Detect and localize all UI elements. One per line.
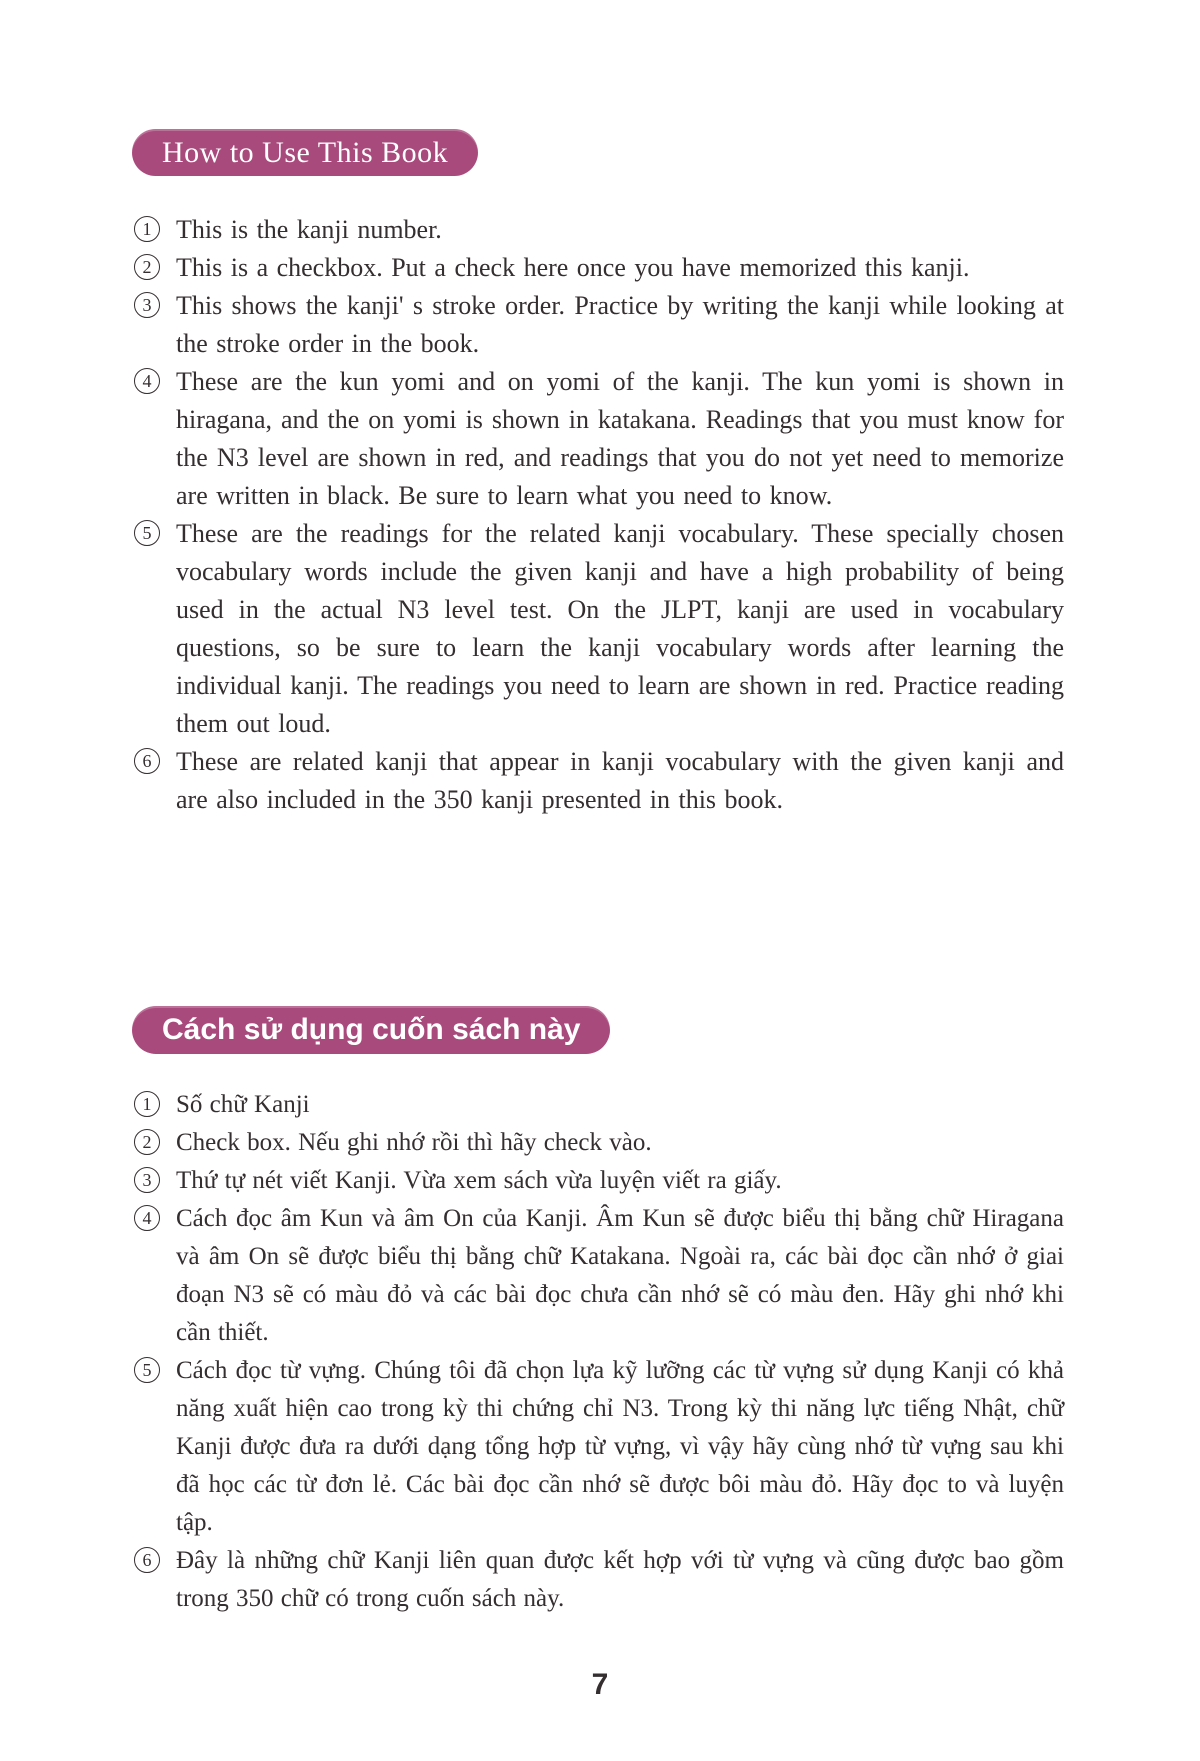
list-item <box>134 515 1064 743</box>
instruction-list-english <box>134 211 1064 819</box>
item-number-badge: 1 <box>134 1091 160 1117</box>
list-item <box>134 211 1064 249</box>
list-item <box>134 249 1064 287</box>
list-item <box>134 1124 1064 1162</box>
item-number-badge: 5 <box>134 520 160 546</box>
item-text: Cách đọc từ vựng. Chúng tôi đã chọn lựa kỹ lưỡng các từ vựng sử dụng Kanji có khả năng xuất hiện cao trong kỳ thi chứng chỉ N3. Trong kỳ thi năng lực tiếng Nhật, chữ Kanji được đưa ra dưới dạng tổng hợp từ vựng, vì vậy hãy cùng nhớ từ vựng sau khi đã học các từ đơn lẻ. Các bài đọc cần nhớ sẽ được bôi màu đỏ. Hãy đọc to và luyện tập. <box>176 1357 1064 1536</box>
list-item <box>134 743 1064 819</box>
item-number-badge: 5 <box>134 1357 160 1383</box>
list-item <box>134 1542 1064 1618</box>
item-text: These are the readings for the related kanji vocabulary. These specially chosen vocabulary words include the given kanji and have a high probability of being used in the actual N3 level test. On the JLPT, kanji are used in vocabulary questions, so be sure to learn the kanji vocabulary words after learning the individual kanji. The readings you need to learn are shown in red. Practice reading them out loud. <box>176 519 1064 738</box>
item-text: This is the kanji number. <box>176 215 442 244</box>
item-text: Thứ tự nét viết Kanji. Vừa xem sách vừa luyện viết ra giấy. <box>176 1167 782 1194</box>
item-number-badge: 4 <box>134 1205 160 1231</box>
item-number-badge: 2 <box>134 254 160 280</box>
item-text: Cách đọc âm Kun và âm On của Kanji. Âm Kun sẽ được biểu thị bằng chữ Hiragana và âm On sẽ được biểu thị bằng chữ Katakana. Ngoài ra, các bài đọc cần nhớ ở giai đoạn N3 sẽ có màu đỏ và các bài đọc chưa cần nhớ sẽ có màu đen. Hãy ghi nhớ khi cần thiết. <box>176 1205 1064 1346</box>
item-number-badge: 3 <box>134 1167 160 1193</box>
item-text: These are the kun yomi and on yomi of the kanji. The kun yomi is shown in hiragana, and the on yomi is shown in katakana. Readings that you must know for the N3 level are shown in red, and readings that you do not yet need to memorize are written in black. Be sure to learn what you need to know. <box>176 367 1064 510</box>
list-item <box>134 287 1064 363</box>
item-text: Đây là những chữ Kanji liên quan được kết hợp với từ vựng và cũng được bao gồm trong 350 chữ có trong cuốn sách này. <box>176 1547 1064 1612</box>
item-number-badge: 2 <box>134 1129 160 1155</box>
section-badge-english <box>132 129 478 176</box>
list-item <box>134 1162 1064 1200</box>
list-item <box>134 1086 1064 1124</box>
item-number-badge: 6 <box>134 1547 160 1573</box>
page-number: 7 <box>591 1668 609 1701</box>
item-number-badge: 6 <box>134 748 160 774</box>
item-text: Check box. Nếu ghi nhớ rồi thì hãy check vào. <box>176 1129 652 1156</box>
section-badge-english-label: How to Use This Book <box>162 135 449 169</box>
list-item <box>134 1352 1064 1542</box>
item-text: This shows the kanji' s stroke order. Practice by writing the kanji while looking at the stroke order in the book. <box>176 291 1064 358</box>
item-text: Số chữ Kanji <box>176 1091 310 1118</box>
section-badge-vietnamese <box>132 1006 610 1054</box>
item-text: These are related kanji that appear in kanji vocabulary with the given kanji and are also included in the 350 kanji presented in this book. <box>176 747 1064 814</box>
item-number-badge: 4 <box>134 368 160 394</box>
item-number-badge: 3 <box>134 292 160 318</box>
item-text: This is a checkbox. Put a check here once you have memorized this kanji. <box>176 253 970 282</box>
item-number-badge: 1 <box>134 216 160 242</box>
list-item <box>134 363 1064 515</box>
section-badge-vietnamese-label: Cách sử dụng cuốn sách này <box>162 1013 581 1046</box>
instruction-list-vietnamese <box>134 1086 1064 1618</box>
list-item <box>134 1200 1064 1352</box>
